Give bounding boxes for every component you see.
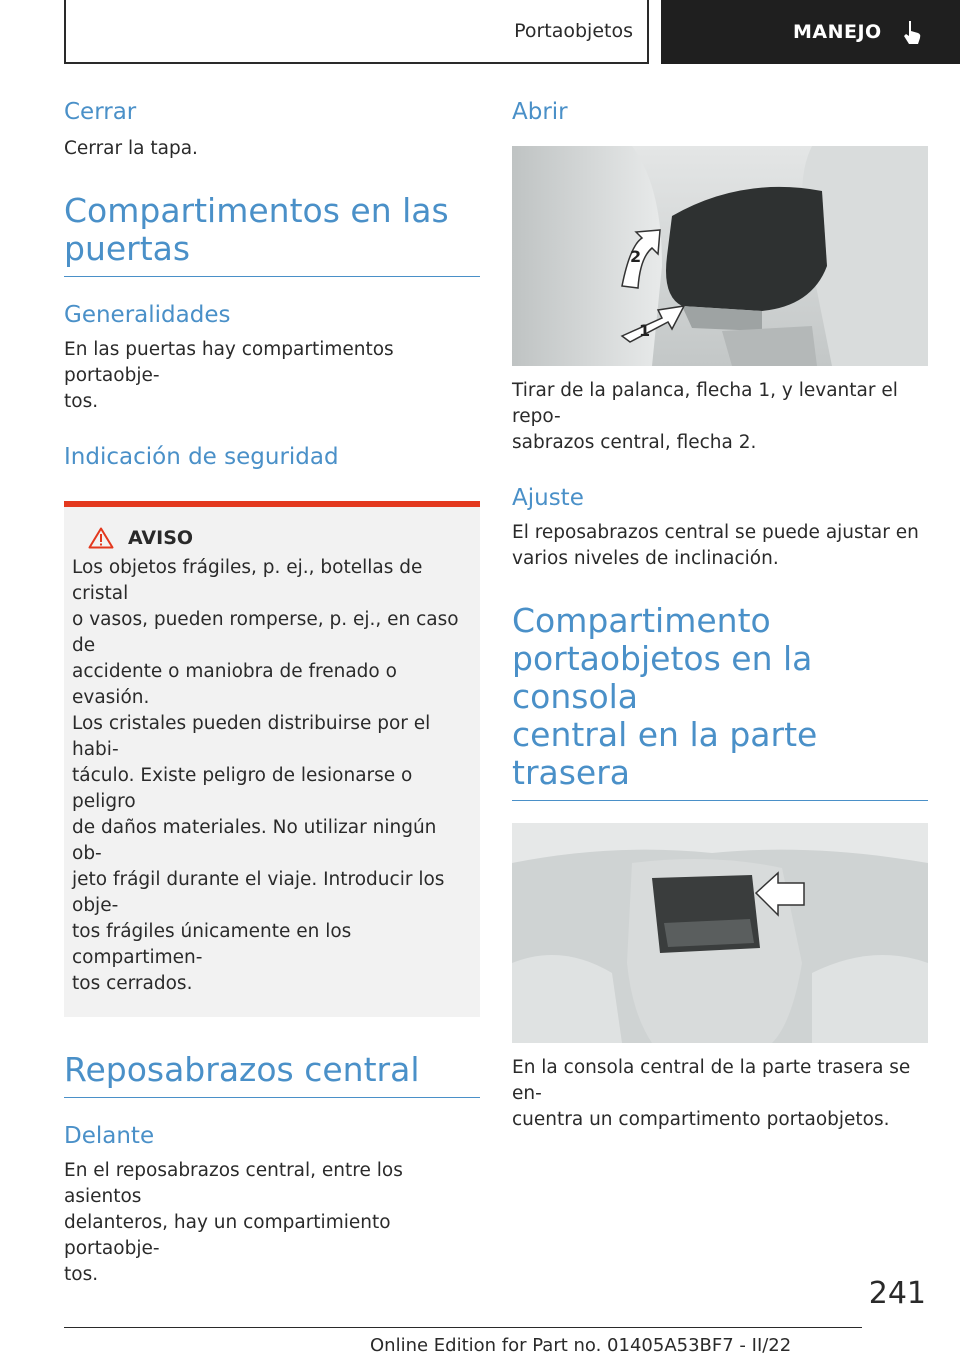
text-line: varios niveles de inclinación. xyxy=(512,548,779,569)
title-line: Compartimentos en las xyxy=(64,191,449,230)
armrest-illustration xyxy=(512,146,928,366)
warning-triangle-icon xyxy=(88,527,114,549)
text-line: tos. xyxy=(64,1264,99,1285)
title-rear-console xyxy=(512,602,928,801)
left-column xyxy=(64,96,480,1288)
heading-cerrar: Cerrar xyxy=(64,99,137,125)
warning-line: Los objetos frágiles, p. ej., botellas de cristal xyxy=(72,557,423,604)
text-line: sabrazos central, flecha 2. xyxy=(512,432,757,453)
title-line: puertas xyxy=(64,229,191,268)
text-line: En la consola central de la parte trasera se en- xyxy=(512,1057,911,1104)
running-header-section xyxy=(64,0,649,64)
cerrar-text: Cerrar la tapa. xyxy=(64,138,198,159)
text-line: cuentra un compartimento portaobjetos. xyxy=(512,1109,890,1130)
warning-box xyxy=(64,501,480,1017)
title-line: portaobjetos en la consola xyxy=(512,639,813,716)
page-number: 241 xyxy=(868,1276,926,1311)
warning-line: tos frágiles únicamente en los compartimen- xyxy=(72,921,352,968)
heading-delante: Delante xyxy=(64,1123,155,1149)
text-line: El reposabrazos central se puede ajustar en xyxy=(512,522,919,543)
text-line: delanteros, hay un compartimiento portaobje- xyxy=(64,1212,391,1259)
figure-rear-console xyxy=(512,823,928,1043)
fig-label-2: 2 xyxy=(630,247,642,266)
title-line: central en la parte trasera xyxy=(512,715,818,792)
warning-line: táculo. Existe peligro de lesionarse o peligro xyxy=(72,765,413,812)
right-column xyxy=(512,96,928,1133)
warning-title: AVISO xyxy=(128,527,194,549)
title-line: Compartimento xyxy=(512,601,771,640)
general-text xyxy=(64,337,480,415)
warning-line: jeto frágil durante el viaje. Introducir los obje- xyxy=(72,869,445,916)
heading-generalidades: Generalidades xyxy=(64,302,231,328)
console-text xyxy=(512,1055,928,1133)
text-line: Tirar de la palanca, flecha 1, y levantar el repo- xyxy=(512,380,898,427)
open-text xyxy=(512,378,928,456)
rear-console-illustration xyxy=(512,823,928,1043)
edition-text: Online Edition for Part no. 01405A53BF7 - II/22 xyxy=(370,1335,792,1356)
text-line: En el reposabrazos central, entre los asientos xyxy=(64,1160,403,1207)
warning-line: Los cristales pueden distribuirse por el habi- xyxy=(72,713,431,760)
chapter-tab xyxy=(661,0,960,64)
front-text xyxy=(64,1158,480,1288)
fig-label-1: 1 xyxy=(639,321,651,340)
warning-line: o vasos, pueden romperse, p. ej., en caso de xyxy=(72,609,459,656)
text-line: tos. xyxy=(64,391,99,412)
hand-pointer-icon xyxy=(902,19,924,45)
text-line: En las puertas hay compartimentos portaobje- xyxy=(64,339,394,386)
warning-text xyxy=(72,555,472,997)
section-title: Portaobjetos xyxy=(514,20,633,42)
chapter-title: MANEJO xyxy=(793,21,882,43)
adjust-text xyxy=(512,520,928,572)
warning-header xyxy=(72,527,472,549)
heading-safety: Indicación de seguridad xyxy=(64,444,339,470)
heading-abrir: Abrir xyxy=(512,99,568,125)
figure-front-armrest xyxy=(512,146,928,366)
warning-line: tos cerrados. xyxy=(72,973,193,994)
warning-line: accidente o maniobra de frenado o evasión. xyxy=(72,661,397,708)
footer-divider xyxy=(64,1327,862,1328)
heading-ajuste: Ajuste xyxy=(512,485,584,511)
title-door-compartments xyxy=(64,192,480,277)
warning-line: de daños materiales. No utilizar ningún ob- xyxy=(72,817,437,864)
title-armrest: Reposabrazos central xyxy=(64,1051,480,1098)
